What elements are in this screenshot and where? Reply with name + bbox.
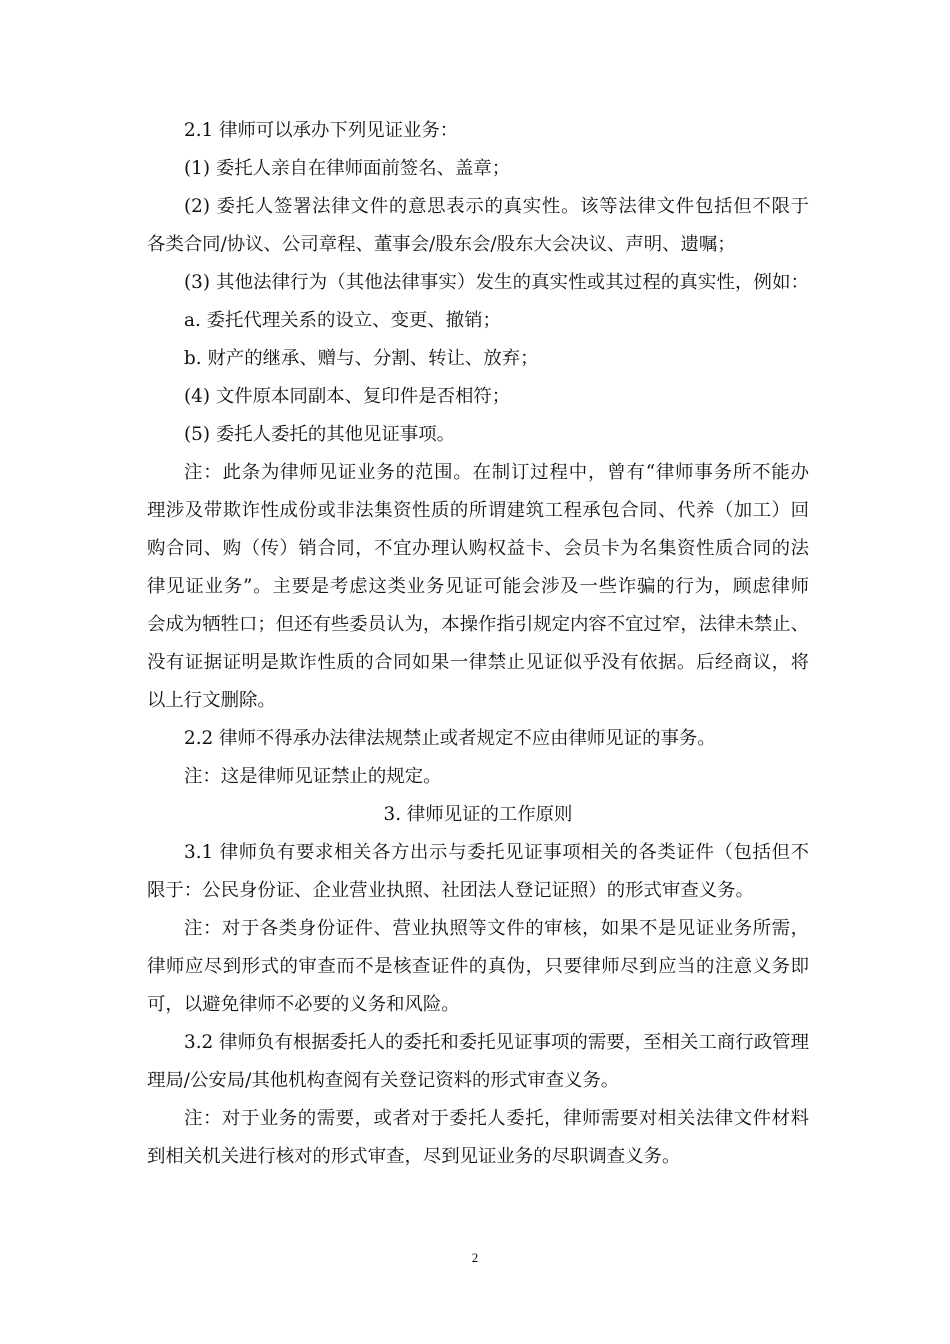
section-3-1: 3.1 律师负有要求相关各方出示与委托见证事项相关的各类证件（包括但不 [184, 842, 809, 863]
sub-item-b: b. 财产的继承、赠与、分割、转让、放弃； [184, 348, 539, 369]
list-item-5: (5) 委托人委托的其他见证事项。 [184, 424, 455, 445]
note-2-2: 注：这是律师见证禁止的规定。 [184, 766, 442, 787]
page-number: 2 [471, 1250, 479, 1265]
list-item-2-continued: 各类合同/协议、公司章程、董事会/股东会/股东大会决议、声明、遗嘱； [147, 234, 736, 255]
note-paragraph-line: 注：此条为律师见证业务的范围。在制订过程中，曾有“律师事务所不能办 [184, 462, 809, 483]
note-paragraph-line: 理涉及带欺诈性成份或非法集资性质的所谓建筑工程承包合同、代养（加工）回 [147, 500, 809, 521]
note-paragraph-line: 购合同、购（传）销合同，不宜办理认购权益卡、会员卡为名集资性质合同的法 [147, 538, 809, 559]
list-item-4: (4) 文件原本同副本、复印件是否相符； [184, 386, 511, 407]
list-item-2: (2) 委托人签署法律文件的意思表示的真实性。该等法律文件包括但不限于 [184, 196, 809, 217]
section-3-2: 3.2 律师负有根据委托人的委托和委托见证事项的需要，至相关工商行政管理 [184, 1032, 809, 1053]
note-3-2: 注：对于业务的需要，或者对于委托人委托，律师需要对相关法律文件材料 [184, 1108, 809, 1129]
note-paragraph-line: 会成为牺牲口；但还有些委员认为，本操作指引规定内容不宜过窄，法律未禁止、 [147, 614, 810, 635]
list-item-1: (1) 委托人亲自在律师面前签名、盖章； [184, 158, 511, 179]
note-paragraph-line: 律见证业务”。主要是考虑这类业务见证可能会涉及一些诈骗的行为，顾虑律师 [147, 576, 809, 597]
section-2-2: 2.2 律师不得承办法律法规禁止或者规定不应由律师见证的事务。 [184, 728, 716, 749]
note-paragraph-line: 没有证据证明是欺诈性质的合同如果一律禁止见证似乎没有依据。后经商议，将 [147, 652, 809, 673]
note-3-1: 注：对于各类身份证件、营业执照等文件的审核，如果不是见证业务所需， [184, 918, 809, 939]
list-item-3: (3) 其他法律行为（其他法律事实）发生的真实性或其过程的真实性，例如： [184, 272, 809, 293]
note-3-1-continued: 可，以避免律师不必要的义务和风险。 [147, 994, 460, 1015]
section-heading: 3. 律师见证的工作原则 [383, 804, 573, 825]
section-3-2-continued: 理局/公安局/其他机构查阅有关登记资料的形式审查义务。 [147, 1070, 620, 1091]
sub-item-a: a. 委托代理关系的设立、变更、撤销； [184, 310, 501, 331]
note-paragraph-line: 以上行文删除。 [147, 690, 276, 711]
note-3-2-continued: 到相关机关进行核对的形式审查，尽到见证业务的尽职调查义务。 [147, 1146, 681, 1167]
section-2-1: 2.1 律师可以承办下列见证业务： [184, 120, 459, 141]
section-3-1-continued: 限于：公民身份证、企业营业执照、社团法人登记证照）的形式审查义务。 [147, 880, 754, 901]
document-body [147, 112, 809, 1176]
note-3-1-continued: 律师应尽到形式的审查而不是核查证件的真伪，只要律师尽到应当的注意义务即 [147, 956, 809, 977]
